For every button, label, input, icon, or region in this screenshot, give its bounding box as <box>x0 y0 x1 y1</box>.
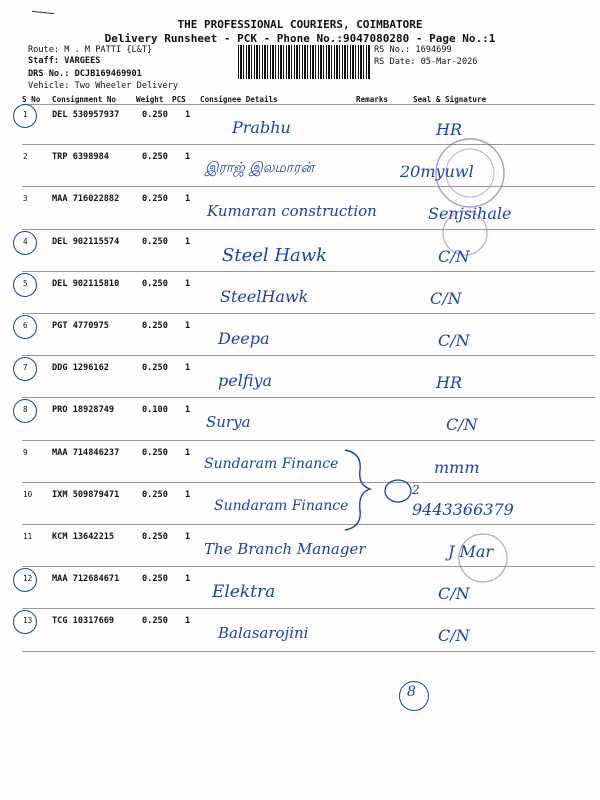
row-consignment: MAA 714846237 <box>52 447 120 458</box>
row-signature-handwritten: HR <box>436 373 462 393</box>
row-consignee-handwritten: Sundaram Finance <box>204 455 339 472</box>
row-signature-handwritten: Senjsihale <box>428 204 512 224</box>
row-pcs: 1 <box>185 110 191 120</box>
barcode <box>238 45 370 79</box>
route-text: Route: M . M PATTI {L&T} <box>28 45 153 55</box>
row-consignment: PGT 4770975 <box>52 321 109 331</box>
row-signature-handwritten: mmm <box>434 457 480 477</box>
row-signature-handwritten: C/N <box>438 331 470 350</box>
row-weight: 0.250 <box>142 236 168 247</box>
row-sno: 5 <box>23 278 28 288</box>
row-consignment: MAA 716022882 <box>52 194 120 205</box>
row-consignee-handwritten: Deepa <box>218 329 270 348</box>
row-rule <box>22 482 595 483</box>
col-sno: S No <box>22 95 41 104</box>
row-consignment: DEL 530957937 <box>52 110 120 120</box>
row-signature-handwritten: 20myuwl <box>400 162 474 182</box>
row-weight: 0.250 <box>142 532 168 542</box>
col-consignee: Consignee Details <box>200 95 278 104</box>
row-consignee-handwritten: pelfiya <box>218 371 273 391</box>
row-weight: 0.250 <box>142 489 168 500</box>
row-signature-handwritten: HR <box>436 120 462 139</box>
vehicle-text: Vehicle: Two Wheeler Delivery <box>28 81 179 91</box>
row-rule <box>22 524 595 525</box>
row-number-circle <box>13 610 37 634</box>
row-signature-handwritten: C/N <box>430 288 462 308</box>
row-consignee-handwritten: SteelHawk <box>220 286 309 306</box>
row-consignee-handwritten: Kumaran construction <box>207 202 377 221</box>
col-consignment: Consignment No <box>52 95 117 104</box>
row-signature-handwritten: C/N <box>438 626 470 646</box>
row-signature-handwritten: C/N <box>438 584 470 604</box>
row-weight: 0.250 <box>142 447 168 458</box>
row-sno: 9 <box>23 447 28 457</box>
company-title: THE PROFESSIONAL COURIERS, COIMBATORE <box>177 18 423 31</box>
row-number-circle <box>13 273 37 297</box>
row-sno: 1 <box>23 110 28 119</box>
row-consignment: DEL 902115574 <box>52 236 120 247</box>
row-signature-handwritten: J Mar <box>448 542 494 561</box>
row-signature-handwritten: C/N <box>446 415 478 435</box>
row-consignment: IXM 509879471 <box>52 489 120 500</box>
row-rule <box>22 313 595 314</box>
row-consignee-handwritten: Surya <box>206 413 251 432</box>
row-sno: 12 <box>23 574 33 584</box>
row-pcs: 1 <box>185 489 191 500</box>
row-weight: 0.250 <box>142 363 168 374</box>
runsheet-title: Delivery Runsheet - PCK - Phone No.:9047080280 - Page No.:1 <box>104 32 496 45</box>
group-brace <box>340 445 420 535</box>
row-weight: 0.250 <box>142 616 168 627</box>
col-remarks: Remarks <box>356 95 389 104</box>
seal-stamp <box>425 128 520 258</box>
row-sno: 10 <box>23 489 33 499</box>
rs-number: RS No.: 1694699 <box>374 45 452 55</box>
row-rule <box>22 397 595 398</box>
row-pcs: 1 <box>185 152 191 163</box>
row-consignment: DDG 1296162 <box>52 363 109 374</box>
drs-number: DRS No.: DCJB169469901 <box>28 69 142 79</box>
row-weight: 0.250 <box>142 110 168 120</box>
pen-mark <box>32 11 54 14</box>
row-rule <box>22 355 595 356</box>
row-pcs: 1 <box>185 574 191 585</box>
row-consignee-handwritten: Sundaram Finance <box>214 497 349 514</box>
col-weight: Weight <box>136 95 164 104</box>
row-number-circle <box>13 568 37 592</box>
row-consignee-handwritten: Prabhu <box>232 118 291 137</box>
row-number-circle <box>13 357 37 381</box>
row-weight: 0.250 <box>142 574 168 585</box>
row-pcs: 1 <box>185 532 191 542</box>
row-sno: 3 <box>23 194 28 204</box>
row-sno: 11 <box>23 532 33 541</box>
row-weight: 0.250 <box>142 278 168 289</box>
row-number-circle <box>13 399 37 423</box>
footer-count: 8 <box>407 684 416 700</box>
row-pcs: 1 <box>185 405 191 416</box>
row-number-circle <box>13 104 37 128</box>
row-weight: 0.250 <box>142 194 168 205</box>
row-pcs: 1 <box>185 321 191 331</box>
row-sno: 6 <box>23 321 28 330</box>
brace-note: 2 <box>412 483 420 497</box>
row-rule <box>22 271 595 272</box>
row-number-circle <box>13 315 37 339</box>
row-pcs: 1 <box>185 278 191 289</box>
row-weight: 0.100 <box>142 405 168 416</box>
row-consignment: TRP 6398984 <box>52 152 109 163</box>
row-pcs: 1 <box>185 194 191 205</box>
row-consignee-handwritten: The Branch Manager <box>204 540 366 558</box>
row-rule <box>22 608 595 609</box>
row-sno: 8 <box>23 405 28 415</box>
row-consignment: KCM 13642215 <box>52 532 115 542</box>
staff-text: Staff: VARGEES <box>28 56 101 66</box>
row-sno: 4 <box>23 236 28 246</box>
row-sno: 7 <box>23 363 28 373</box>
row-sno: 13 <box>23 616 33 626</box>
seal-stamp-small <box>455 530 515 590</box>
row-signature-handwritten: C/N <box>438 246 470 266</box>
col-pcs: PCS <box>172 95 186 104</box>
row-sno: 2 <box>23 152 28 162</box>
row-pcs: 1 <box>185 447 191 458</box>
row-consignee-handwritten: இராஜ் இலமாரன் <box>205 160 314 177</box>
row-consignment: MAA 712684671 <box>52 574 120 585</box>
row-pcs: 1 <box>185 363 191 374</box>
row-consignee-handwritten: Steel Hawk <box>222 244 328 266</box>
row-rule <box>22 440 595 441</box>
row-weight: 0.250 <box>142 321 168 331</box>
row-pcs: 1 <box>185 236 191 247</box>
header-rule <box>22 104 595 105</box>
row-weight: 0.250 <box>142 152 168 163</box>
row-consignment: DEL 902115810 <box>52 278 120 289</box>
row-pcs: 1 <box>185 616 191 627</box>
row-rule <box>22 651 595 652</box>
row-signature-handwritten: 9443366379 <box>412 499 514 519</box>
row-consignee-handwritten: Balasarojini <box>218 624 309 643</box>
row-consignment: TCG 10317669 <box>52 616 115 627</box>
row-consignment: PRO 18928749 <box>52 405 115 416</box>
rs-date: RS Date: 05-Mar-2026 <box>374 57 478 67</box>
col-seal-signature: Seal & Signature <box>413 95 487 104</box>
row-number-circle <box>13 231 37 255</box>
row-consignee-handwritten: Elektra <box>212 582 276 603</box>
